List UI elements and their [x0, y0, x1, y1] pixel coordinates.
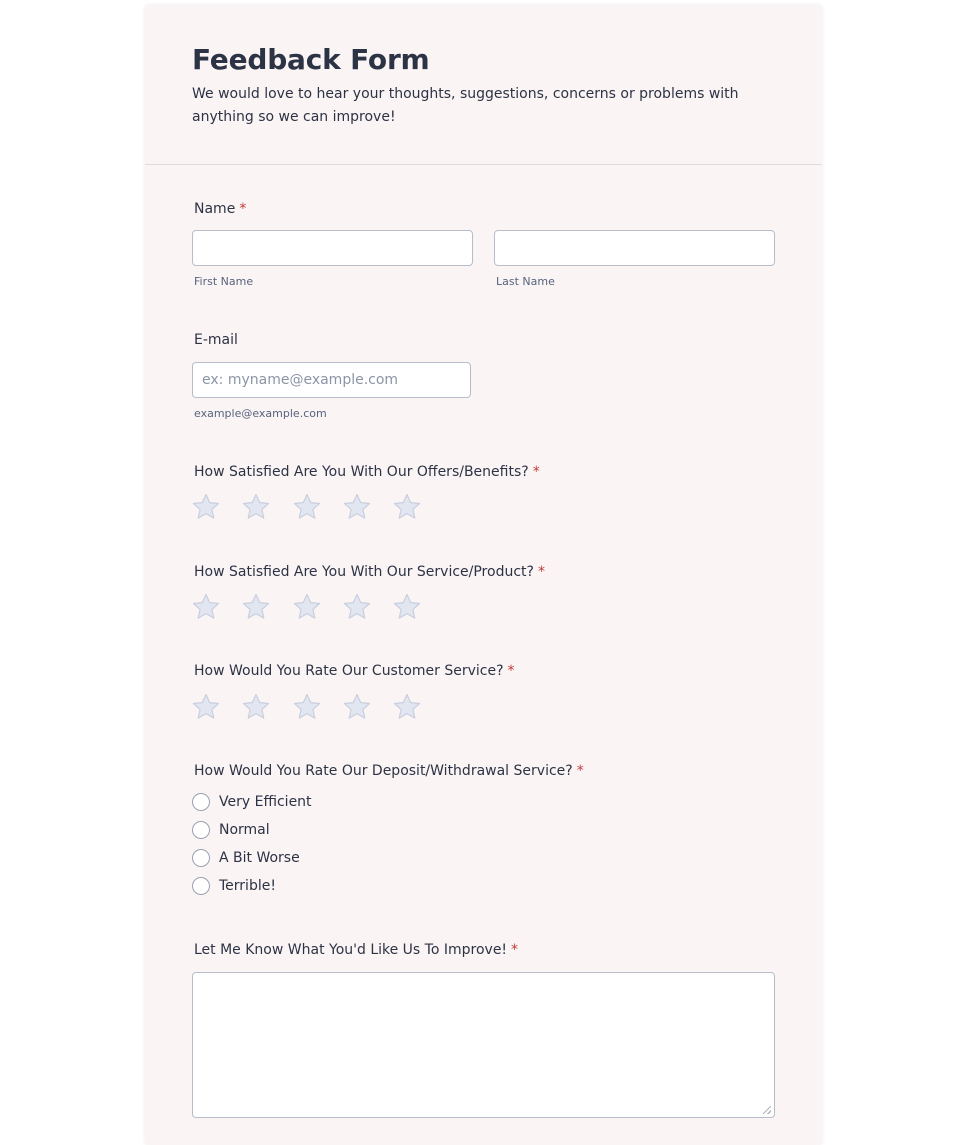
resize-grip-icon[interactable] — [763, 1106, 771, 1114]
name-label — [194, 201, 246, 217]
required-marker: * — [576, 763, 584, 779]
radio-button[interactable] — [192, 877, 210, 895]
star-icon[interactable] — [342, 492, 372, 522]
last-name-input[interactable] — [494, 230, 775, 266]
email-input[interactable] — [192, 362, 471, 398]
service-rating-label-text: How Satisfied Are You With Our Service/Product? — [194, 564, 534, 580]
name-label-text: Name — [194, 201, 236, 217]
required-marker: * — [511, 942, 519, 958]
deposit-question-label — [194, 763, 584, 779]
customer-service-rating-label-text: How Would You Rate Our Customer Service? — [194, 663, 504, 679]
required-marker: * — [532, 464, 540, 480]
form-subtitle: We would love to hear your thoughts, suggestions, concerns or problems with anything so we can improve! — [192, 86, 739, 125]
radio-button[interactable] — [192, 793, 210, 811]
star-icon[interactable] — [292, 692, 322, 722]
required-marker: * — [239, 201, 247, 217]
radio-option-label: Very Efficient — [219, 794, 312, 810]
radio-option-normal[interactable] — [192, 820, 270, 840]
star-icon[interactable] — [392, 492, 422, 522]
offers-rating-label-text: How Satisfied Are You With Our Offers/Benefits? — [194, 464, 529, 480]
radio-option-label: Terrible! — [219, 878, 276, 894]
form-title: Feedback Form — [192, 43, 430, 76]
star-icon[interactable] — [241, 592, 271, 622]
email-label: E-mail — [194, 332, 238, 348]
star-icon[interactable] — [342, 592, 372, 622]
deposit-question-label-text: How Would You Rate Our Deposit/Withdrawal Service? — [194, 763, 573, 779]
star-icon[interactable] — [241, 692, 271, 722]
improve-label — [194, 942, 518, 958]
email-sublabel: example@example.com — [194, 407, 327, 420]
star-icon[interactable] — [191, 492, 221, 522]
star-icon[interactable] — [191, 592, 221, 622]
star-icon[interactable] — [292, 492, 322, 522]
star-icon[interactable] — [191, 692, 221, 722]
required-marker: * — [537, 564, 545, 580]
improve-label-text: Let Me Know What You'd Like Us To Improve! — [194, 942, 508, 958]
required-marker: * — [507, 663, 515, 679]
form-card — [145, 5, 822, 1145]
first-name-input[interactable] — [192, 230, 473, 266]
star-icon[interactable] — [241, 492, 271, 522]
radio-option-very-efficient[interactable] — [192, 792, 312, 812]
star-icon[interactable] — [342, 692, 372, 722]
service-rating-label — [194, 564, 545, 580]
star-icon[interactable] — [292, 592, 322, 622]
radio-option-a-bit-worse[interactable] — [192, 848, 300, 868]
radio-option-terrible[interactable] — [192, 876, 276, 896]
first-name-sublabel: First Name — [194, 275, 254, 288]
radio-button[interactable] — [192, 821, 210, 839]
radio-option-label: Normal — [219, 822, 270, 838]
star-icon[interactable] — [392, 592, 422, 622]
form-header — [145, 5, 822, 165]
offers-rating-label — [194, 464, 540, 480]
star-icon[interactable] — [392, 692, 422, 722]
radio-option-label: A Bit Worse — [219, 850, 300, 866]
customer-service-rating-label — [194, 663, 515, 679]
radio-button[interactable] — [192, 849, 210, 867]
improve-textarea[interactable] — [192, 972, 775, 1118]
last-name-sublabel: Last Name — [496, 275, 555, 288]
